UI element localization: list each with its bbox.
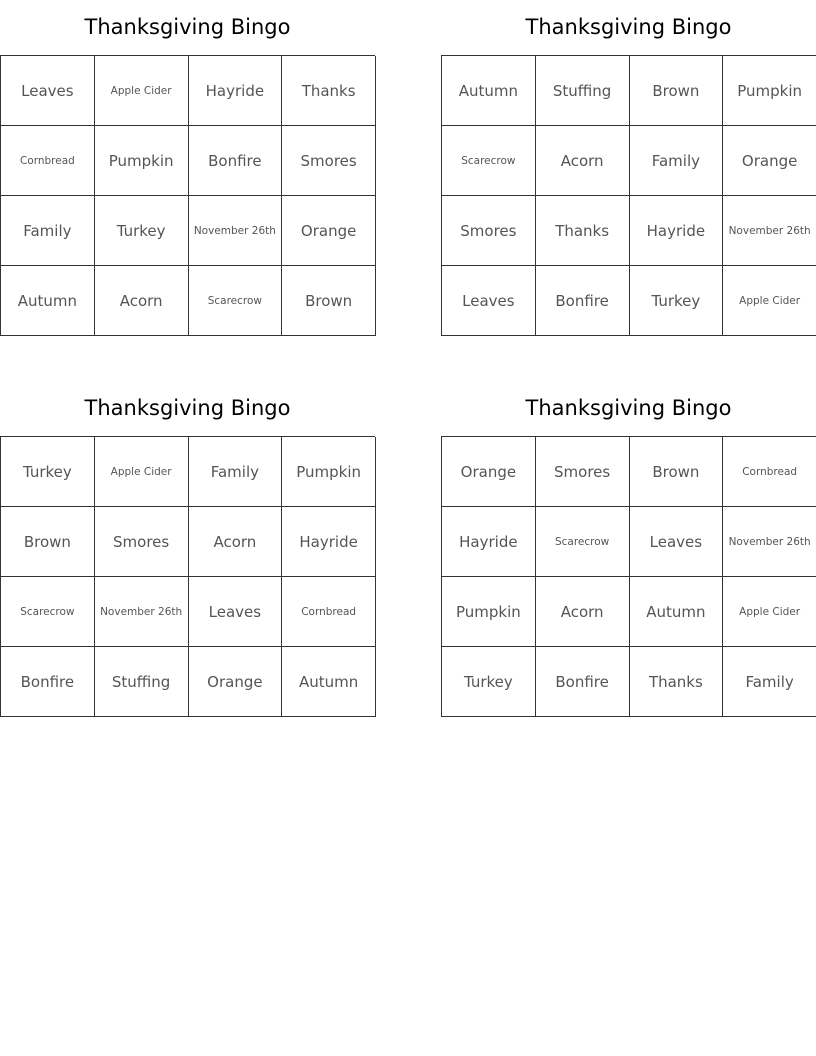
bingo-cell: Scarecrow — [1, 577, 95, 647]
bingo-cell: Orange — [723, 126, 816, 196]
bingo-cell: Hayride — [189, 56, 283, 126]
bingo-cell: Acorn — [189, 507, 283, 577]
bingo-cell: Hayride — [630, 196, 724, 266]
bingo-cell: Leaves — [442, 266, 536, 336]
bingo-cell: Leaves — [630, 507, 724, 577]
bingo-card-2 — [441, 0, 816, 336]
bingo-cell: Stuffing — [536, 56, 630, 126]
bingo-cell: Scarecrow — [189, 266, 283, 336]
bingo-cell: Family — [723, 647, 816, 717]
bingo-cell: Brown — [630, 56, 724, 126]
bingo-cell: Autumn — [630, 577, 724, 647]
bingo-cell: Autumn — [442, 56, 536, 126]
bingo-cell: Autumn — [1, 266, 95, 336]
bingo-cell: November 26th — [95, 577, 189, 647]
bingo-cell: Bonfire — [189, 126, 283, 196]
bingo-cell: Thanks — [536, 196, 630, 266]
bingo-cell: Smores — [536, 437, 630, 507]
card-title: Thanksgiving Bingo — [84, 396, 291, 420]
bingo-card-4 — [441, 381, 816, 717]
bingo-cell: November 26th — [723, 196, 816, 266]
bingo-cell: Pumpkin — [95, 126, 189, 196]
bingo-cell: Acorn — [536, 126, 630, 196]
bingo-cell: Cornbread — [282, 577, 376, 647]
card-title: Thanksgiving Bingo — [525, 396, 732, 420]
bingo-grid — [0, 55, 375, 336]
bingo-cell: Smores — [442, 196, 536, 266]
bingo-card-1 — [0, 0, 375, 336]
bingo-cell: Acorn — [95, 266, 189, 336]
bingo-cell: Smores — [95, 507, 189, 577]
card-title: Thanksgiving Bingo — [525, 15, 732, 39]
bingo-cell: Apple Cider — [95, 437, 189, 507]
bingo-cell: Thanks — [630, 647, 724, 717]
bingo-cell: Apple Cider — [723, 266, 816, 336]
bingo-cell: Stuffing — [95, 647, 189, 717]
bingo-cell: Bonfire — [1, 647, 95, 717]
bingo-cell: Scarecrow — [536, 507, 630, 577]
bingo-cell: Autumn — [282, 647, 376, 717]
bingo-cell: Leaves — [189, 577, 283, 647]
bingo-cell: Family — [1, 196, 95, 266]
bingo-cell: Pumpkin — [282, 437, 376, 507]
bingo-cell: Turkey — [442, 647, 536, 717]
bingo-cell: Orange — [282, 196, 376, 266]
bingo-cell: Apple Cider — [723, 577, 816, 647]
bingo-card-3 — [0, 381, 375, 717]
bingo-cell: Thanks — [282, 56, 376, 126]
card-title: Thanksgiving Bingo — [84, 15, 291, 39]
bingo-cell: Hayride — [282, 507, 376, 577]
bingo-cell: Family — [189, 437, 283, 507]
bingo-cell: Bonfire — [536, 266, 630, 336]
bingo-cell: Turkey — [630, 266, 724, 336]
bingo-cell: Hayride — [442, 507, 536, 577]
bingo-cell: Bonfire — [536, 647, 630, 717]
bingo-cell: November 26th — [723, 507, 816, 577]
bingo-cell: Turkey — [95, 196, 189, 266]
bingo-cell: Smores — [282, 126, 376, 196]
bingo-cell: Orange — [442, 437, 536, 507]
bingo-cell: Acorn — [536, 577, 630, 647]
bingo-cell: Cornbread — [723, 437, 816, 507]
bingo-cell: November 26th — [189, 196, 283, 266]
bingo-cell: Scarecrow — [442, 126, 536, 196]
bingo-cell: Apple Cider — [95, 56, 189, 126]
bingo-cell: Turkey — [1, 437, 95, 507]
bingo-cell: Pumpkin — [723, 56, 816, 126]
bingo-cell: Cornbread — [1, 126, 95, 196]
bingo-grid — [441, 436, 816, 717]
bingo-cell: Brown — [1, 507, 95, 577]
bingo-cell: Brown — [630, 437, 724, 507]
bingo-cell: Orange — [189, 647, 283, 717]
bingo-cell: Brown — [282, 266, 376, 336]
bingo-grid — [441, 55, 816, 336]
bingo-cell: Pumpkin — [442, 577, 536, 647]
bingo-cell: Leaves — [1, 56, 95, 126]
bingo-cell: Family — [630, 126, 724, 196]
bingo-grid — [0, 436, 375, 717]
